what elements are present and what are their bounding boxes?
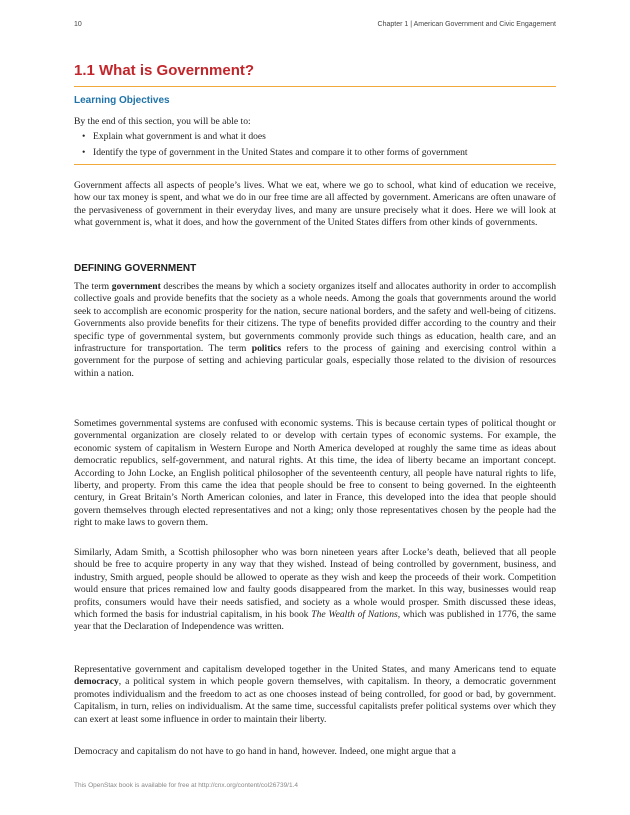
paragraph-democracy	[74, 664, 556, 726]
text-run: Similarly, Adam Smith, a Scottish philosopher who was born nineteen years after Locke’s death, believed that all people should be free to acquire property in any way that they wished. Instead of being controlled by government, business, and industry, Smith argued, people should be allowed to operate as they wish and keep the proceeds of their work. Competition would ensure that prices remained low and faulty goods disappeared from the market. In this way, businesses would reap profits, consumers would have their needs satisfied, and society as a whole would prosper. Smith discussed these ideas, which formed the basis for industrial capitalism, in his book	[74, 547, 556, 621]
learning-objectives-intro: By the end of this section, you will be able to:	[74, 116, 251, 127]
objectives-divider	[74, 164, 556, 165]
bullet-icon: •	[82, 131, 86, 142]
key-term-politics: politics	[251, 343, 282, 355]
list-item	[74, 129, 556, 145]
paragraph-economic-systems: Sometimes governmental systems are confused with economic systems. This is because certain types of political thought or governmental organization are closely related to or develop with certain types of economic systems. For example, the economic system of capitalism in Western Europe and North America developed at roughly the same time as ideas about democratic republics, self-government, and natural rights. At this time, the idea of liberty became an important concept. According to John Locke, an English political philosopher of the seventeenth century, all people have natural rights to life, liberty, and property. From this came the idea that people should be free to consent to being governed. In the eighteenth century, in Great Britain’s North American colonies, and later in France, this developed into the idea that people should govern themselves through elected representatives and not a king; only those representatives chosen by the people had the right to make laws to govern them.	[74, 418, 556, 529]
objective-text: Identify the type of government in the United States and compare it to other forms of government	[93, 147, 468, 158]
text-run: , which was published in 1776, the same year that the Declaration of Independence was written.	[74, 609, 557, 633]
paragraph-adam-smith	[74, 547, 556, 634]
objective-text: Explain what government is and what it does	[93, 131, 266, 142]
page-number: 10	[74, 21, 82, 28]
chapter-title: Chapter 1 | American Government and Civic Engagement	[377, 21, 556, 28]
intro-paragraph: Government affects all aspects of people’s lives. What we eat, where we go to school, what kind of education we receive, how our tax money is spent, and what we do in our free time are all affected by government. Americans are often unaware of the pervasiveness of government in their everyday lives, and many are unsure precisely what it does. Here we will look at what government is, what it does, and how the government of the United States differs from other kinds of governments.	[74, 180, 556, 229]
text-run: , a political system in which people govern themselves, with capitalism. In theory, a democratic government promotes individualism and the freedom to act as one chooses instead of being controlled, for good or bad, by government. Capitalism, in turn, relies on individualism. At the same time, successful capitalists prefer political systems over which they can exert at least some influence in order to maintain their liberty.	[74, 676, 556, 725]
key-term-democracy: democracy	[74, 676, 119, 688]
text-run: refers to the process of gaining and exercising control within a government for the purpose of setting and achieving particular goals, especially those related to the division of resources within a nation.	[74, 343, 556, 379]
learning-objectives-list	[74, 129, 556, 161]
text-run: describes the means by which a society organizes itself and allocates authority in order to accomplish collective goals and provide benefits that the society as a whole needs. Among the goals that governments around the world seek to accomplish are economic prosperity for the nation, secure national borders, and the safety and well-being of citizens. Governments also provide benefits for their citizens. The type of benefits provided differ according to the country and their specific type of governmental system, but governments commonly provide such things as education, health care, and an infrastructure for transportation. The term	[74, 281, 556, 355]
book-title: The Wealth of Nations	[311, 609, 398, 621]
text-run: Representative government and capitalism developed together in the United States, and many Americans tend to equate	[74, 664, 556, 675]
paragraph-continuation: Democracy and capitalism do not have to go hand in hand, however. Indeed, one might argue that a	[74, 746, 456, 757]
paragraph-government-definition	[74, 281, 556, 380]
text-run: The term	[74, 281, 112, 292]
page-footer: This OpenStax book is available for free at http://cnx.org/content/col26739/1.4	[74, 782, 299, 789]
key-term-government: government	[111, 281, 161, 292]
learning-objectives-heading: Learning Objectives	[74, 95, 170, 106]
list-item	[74, 145, 556, 161]
bullet-icon: •	[82, 147, 86, 158]
section-title: 1.1 What is Government?	[74, 62, 556, 87]
subsection-heading: DEFINING GOVERNMENT	[74, 263, 197, 274]
